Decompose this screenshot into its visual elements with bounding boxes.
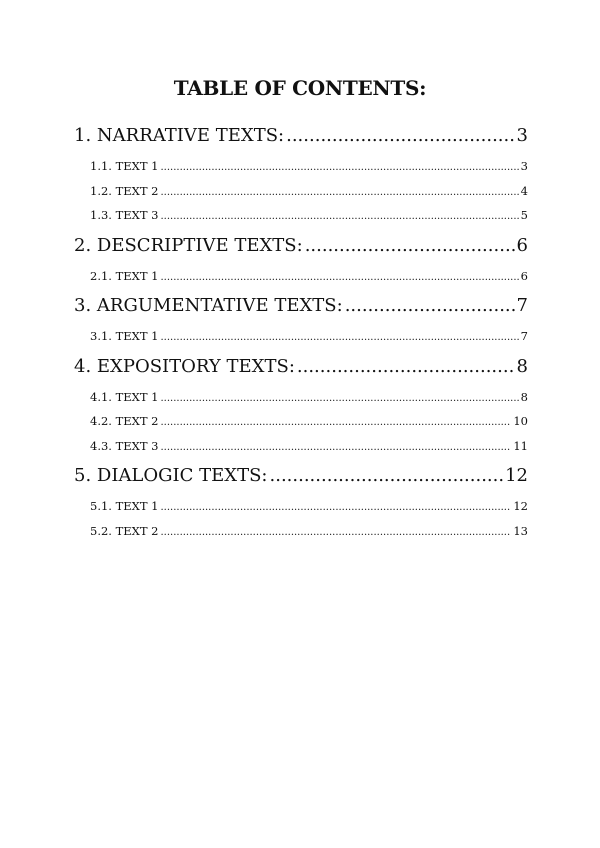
toc-subentry[interactable]	[74, 154, 528, 179]
toc-section[interactable]	[74, 228, 528, 264]
toc-subentry-label: 1.2. TEXT 2	[90, 183, 159, 198]
toc-page-number: 3	[516, 125, 528, 146]
toc-subentry[interactable]	[74, 324, 528, 349]
toc-subentry-label: 1.3. TEXT 3	[90, 208, 159, 222]
toc-subentry[interactable]	[74, 264, 528, 289]
toc-section[interactable]	[74, 349, 528, 385]
dot-leader	[161, 436, 512, 461]
dot-leader	[297, 349, 515, 385]
dot-leader	[286, 118, 514, 154]
toc-page-number: 7	[516, 295, 528, 316]
toc-page-number: 6	[520, 268, 528, 283]
dot-leader	[161, 521, 512, 546]
toc-section[interactable]	[74, 458, 528, 494]
toc-subentry-label: 4.3. TEXT 3	[90, 438, 159, 453]
dot-leader	[161, 181, 519, 206]
toc-section[interactable]	[74, 288, 528, 324]
dot-leader	[161, 326, 519, 351]
toc-subentry-label: 5.2. TEXT 2	[90, 523, 159, 538]
toc-page-number: 6	[516, 234, 528, 256]
toc-section-label: 5. DIALOGIC TEXTS:	[74, 465, 268, 486]
toc-subentry[interactable]	[74, 519, 528, 544]
toc-subentry[interactable]	[74, 409, 528, 434]
dot-leader	[161, 266, 519, 291]
toc-section-label: 1. NARRATIVE TEXTS:	[74, 125, 285, 146]
toc-subentry-label: 5.1. TEXT 1	[90, 499, 159, 513]
toc-page-number: 10	[513, 414, 528, 428]
dot-leader	[161, 387, 519, 412]
toc-list	[74, 118, 528, 543]
toc-page-number: 5	[520, 208, 528, 222]
toc-subentry[interactable]	[74, 494, 528, 519]
dot-leader	[270, 458, 504, 494]
toc-subentry-label: 1.1. TEXT 1	[90, 159, 159, 173]
dot-leader	[161, 205, 519, 230]
dot-leader	[161, 496, 512, 521]
toc-page-number: 13	[513, 523, 528, 538]
toc-page-number: 3	[520, 159, 528, 173]
dot-leader	[161, 156, 519, 181]
toc-page-number: 12	[505, 465, 528, 486]
toc-subentry-label: 4.2. TEXT 2	[90, 414, 159, 428]
toc-section[interactable]	[74, 118, 528, 154]
dot-leader	[161, 411, 512, 436]
toc-subentry[interactable]	[74, 203, 528, 228]
toc-page-number: 8	[516, 355, 528, 377]
toc-section-label: 4. EXPOSITORY TEXTS:	[74, 355, 295, 377]
toc-subentry[interactable]	[74, 179, 528, 204]
toc-page-number: 4	[520, 183, 528, 198]
toc-section-label: 2. DESCRIPTIVE TEXTS:	[74, 234, 303, 256]
toc-subentry-label: 3.1. TEXT 1	[90, 329, 159, 343]
toc-subentry[interactable]	[74, 434, 528, 459]
toc-page-number: 8	[520, 389, 528, 404]
toc-subentry-label: 2.1. TEXT 1	[90, 268, 159, 283]
toc-subentry[interactable]	[74, 385, 528, 410]
page-title: TABLE OF CONTENTS:	[173, 76, 427, 100]
toc-section-label: 3. ARGUMENTATIVE TEXTS:	[74, 295, 343, 316]
toc-page-number: 7	[520, 329, 528, 343]
toc-page-number: 12	[513, 499, 528, 513]
toc-subentry-label: 4.1. TEXT 1	[90, 389, 159, 404]
dot-leader	[345, 288, 515, 324]
toc-page-number: 11	[513, 438, 528, 453]
dot-leader	[305, 228, 515, 264]
